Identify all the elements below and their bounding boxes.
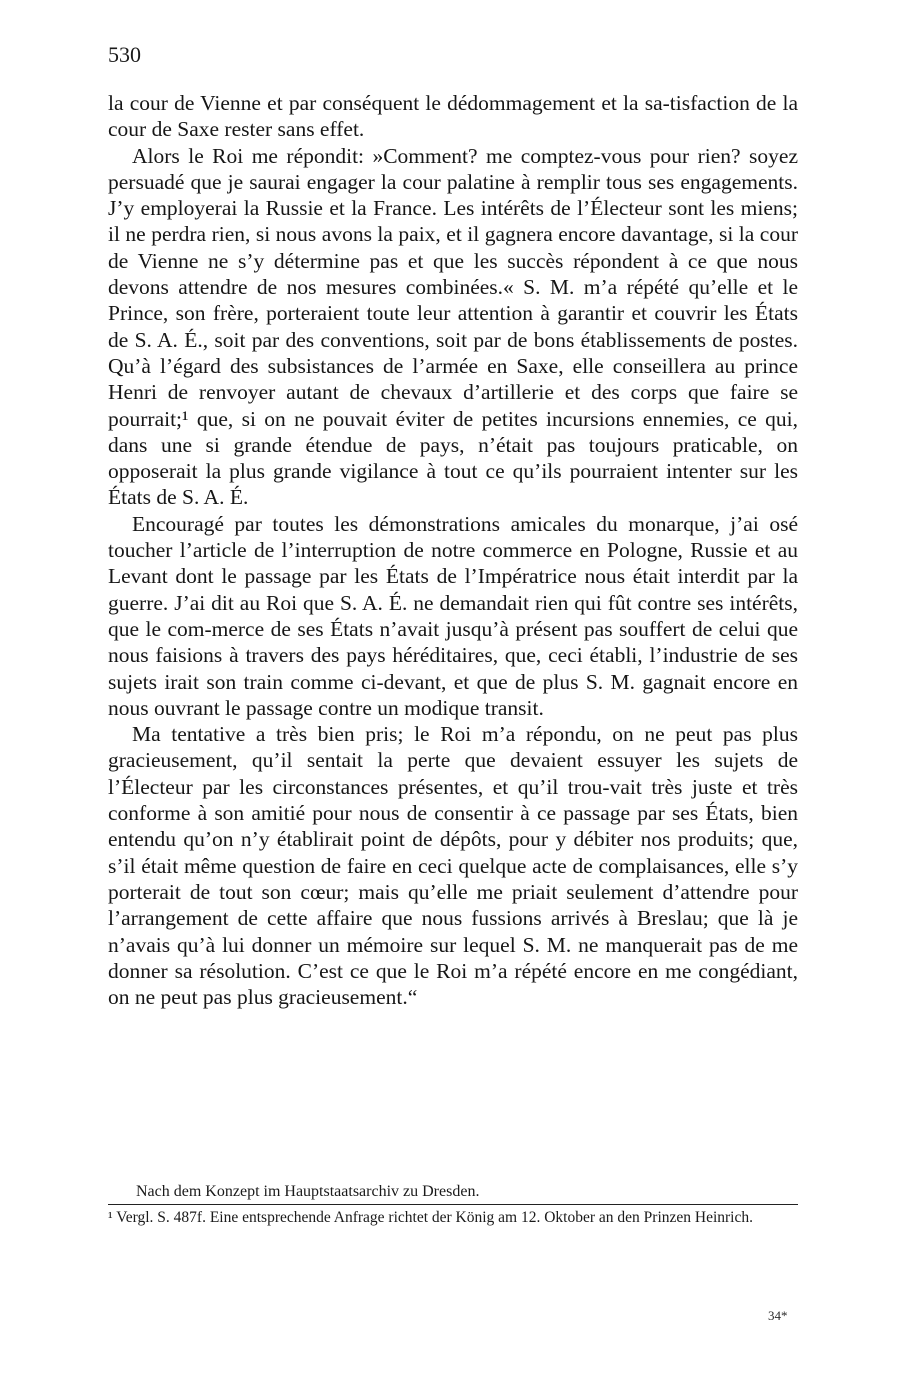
paragraph-outcome: Ma tentative a très bien pris; le Roi m’a répondu, on ne peut pas plus gracieusement, qu’il sentait la perte que devaient essuyer les sujets de l’Électeur par les circonstances présentes, et qu’il trou-vait très juste et très conforme à son amitié pour nous de consentir à ce passage par ses États, bien entendu qu’on n’y établirait point de dépôts, pour y débiter nos produits; que, s’il était même question de faire en ceci quelque acte de complaisances, elle s’y porterait de tout son cœur; mais qu’elle me priait seulement d’attendre pour l’arrangement de cette affaire que nous fussions arrivés à Breslau; que là je n’avais qu’à lui donner un mémoire sur lequel S. M. ne manquerait pas de me donner sa résolution. C’est ce que le Roi m’a répété encore en me congédiant, on ne peut pas plus gracieusement.“	[108, 722, 798, 1010]
footnote-divider	[108, 1204, 798, 1205]
printer-signature-mark: 34*	[768, 1308, 788, 1323]
source-note: Nach dem Konzept im Hauptstaatsarchiv zu Dresden.	[136, 1183, 480, 1200]
paragraph-king-reply: Alors le Roi me répondit: »Comment? me comptez-vous pour rien? soyez persuadé que je saurai engager la cour palatine à remplir tous ses engagements. J’y employerai la Russie et la France. Les intérêts de l’Électeur sont les miens; il ne perdra rien, si nous avons la paix, et il gagnera encore davantage, si la cour de Vienne ne s’y détermine pas et que les succès répondent à ce que nous devons attendre de nos mesures combinées.« S. M. m’a répété qu’elle et le Prince, son frère, porteraient toute leur attention à garantir et couvrir les États de S. A. É., soit par des conventions, soit par de bons établissements de postes. Qu’à l’égard des subsistances de l’armée en Saxe, elle conseillera au prince Henri de renvoyer autant de chevaux d’artillerie et des corps que faire se pourrait;¹ que, si on ne pouvait éviter de petites incursions ennemies, ce qui, dans une si grande étendue de pays, n’était pas toujours praticable, on opposerait la plus grande vigilance à tout ce qu’ils pourraient intenter sur les États de S. A. É.	[108, 143, 798, 510]
paragraph-continuation: la cour de Vienne et par conséquent le dédommagement et la sa-tisfaction de la cour de Saxe rester sans effet.	[108, 91, 798, 142]
page-number: 530	[108, 42, 141, 67]
footnote: ¹ Vergl. S. 487f. Eine entsprechende Anfrage richtet der König am 12. Oktober an den Prinzen Heinrich.	[108, 1209, 753, 1226]
paragraph-commerce: Encouragé par toutes les démonstrations amicales du monarque, j’ai osé toucher l’article de l’interruption de notre commerce en Pologne, Russie et au Levant dont le passage par les États de l’Impératrice nous était interdit par la guerre. J’ai dit au Roi que S. A. É. ne demandait rien qui fût contre ses intérêts, que le com-merce de ses États n’avait jusqu’à présent pas souffert de celui que nous faisions à travers des pays héréditaires, que, ceci établi, l’industrie de ses sujets irait son train comme ci-devant, et que de plus S. M. gagnait encore en nous ouvrant le passage contre un modique transit.	[108, 511, 798, 720]
main-text	[108, 90, 798, 1010]
